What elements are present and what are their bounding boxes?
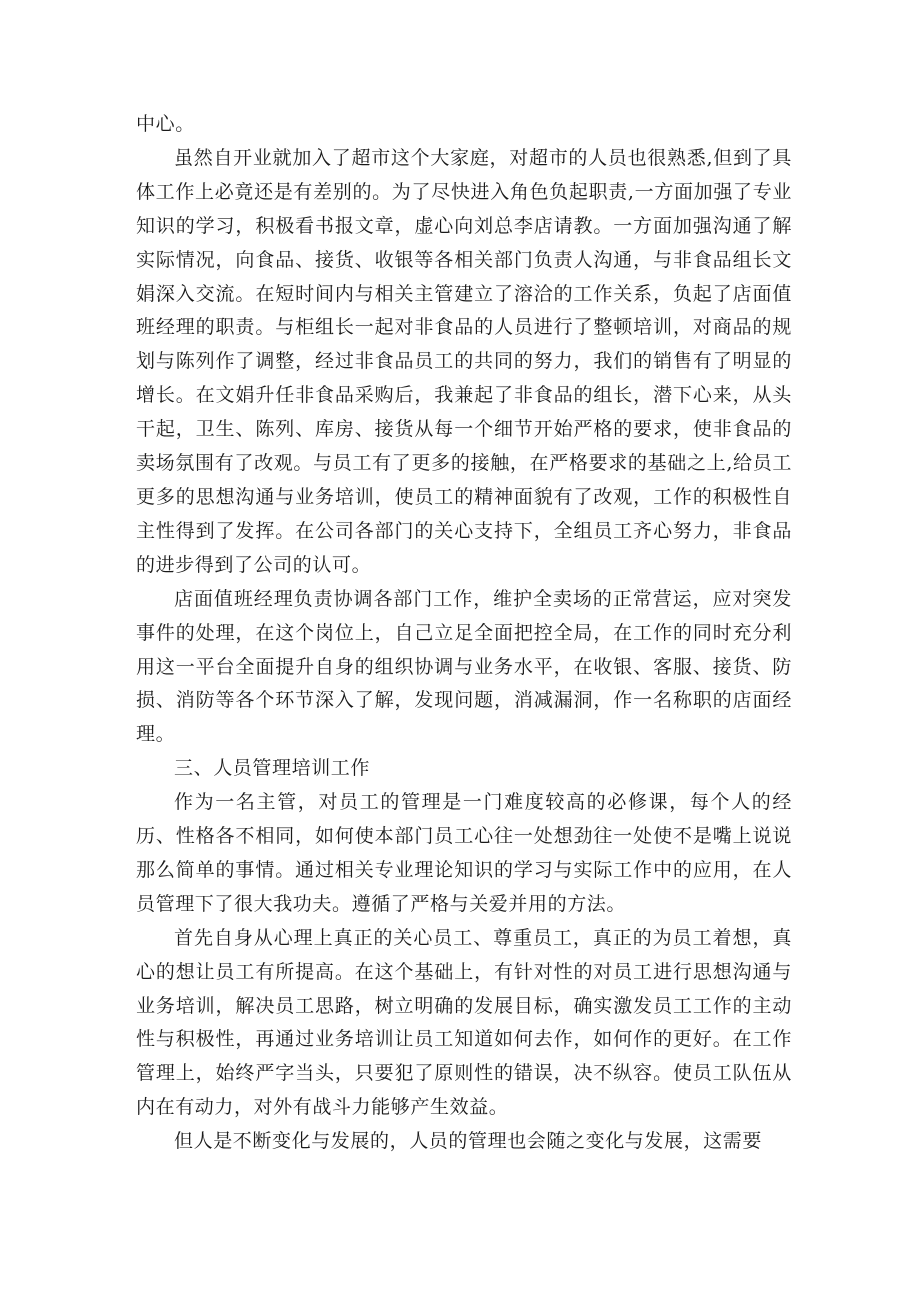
paragraph-care-and-training: 首先自身从心理上真正的关心员工、尊重员工，真正的为员工着想，真心的想让员工有所提高。在这个基础上，有针对性的对员工进行思想沟通与业务培训，解决员工思路，树立明确的发展目标，确实激发员工工作的主动性与积极性，再通过业务培训让员工知道如何去作，如何作的更好。在工作管理上，始终严字当头，只要犯了原则性的错误，决不纵容。使员工队伍从内在有动力，对外有战斗力能够产生效益。 <box>136 926 792 1119</box>
paragraph-store-role: 虽然自开业就加入了超市这个大家庭，对超市的人员也很熟悉,但到了具体工作上必竟还是有差别的。为了尽快进入角色负起职责,一方面加强了专业知识的学习，积极看书报文章，虚心向刘总李店请教。一方面加强沟通了解实际情况，向食品、接货、收银等各相关部门负责人沟通，与非食品组长文娟深入交流。在短时间内与相关主管建立了溶洽的工作关系，负起了店面值班经理的职责。与柜组长一起对非食品的人员进行了整顿培训，对商品的规划与陈列作了调整，经过非食品员工的共同的努力，我们的销售有了明显的增长。在文娟升任非食品采购后，我兼起了非食品的组长，潜下心来，从头干起，卫生、陈列、库房、接货从每一个细节开始严格的要求，使非食品的卖场氛围有了改观。与员工有了更多的接触，在严格要求的基础之上,给员工更多的思想沟通与业务培训，使员工的精神面貌有了改观，工作的积极性自主性得到了发挥。在公司各部门的关心支持下，全组员工齐心努力，非食品的进步得到了公司的认可。 <box>136 146 792 576</box>
document-body <box>136 108 792 1159</box>
paragraph-continuation: 中心。 <box>136 113 195 135</box>
paragraph-change-and-development: 但人是不断变化与发展的，人员的管理也会随之变化与发展，这需要 <box>174 1130 763 1153</box>
paragraph-duty-manager: 店面值班经理负责协调各部门工作，维护全卖场的正常营运，应对突发事件的处理，在这个岗位上，自己立足全面把控全局，在工作的同时充分利用这一平台全面提升自身的组织协调与业务水平，在收银、客服、接货、防损、消防等各个环节深入了解，发现问题，消减漏洞，作一名称职的店面经理。 <box>136 587 792 746</box>
section-heading-staff-management: 三、人员管理培训工作 <box>174 757 371 780</box>
paragraph-management-intro: 作为一名主管，对员工的管理是一门难度较高的必修课，每个人的经历、性格各不相同，如何使本部门员工心往一处想劲往一处使不是嘴上说说那么简单的事情。通过相关专业理论知识的学习与实际工作中的应用，在人员管理下了很大我功夫。遵循了严格与关爱并用的方法。 <box>136 791 792 915</box>
